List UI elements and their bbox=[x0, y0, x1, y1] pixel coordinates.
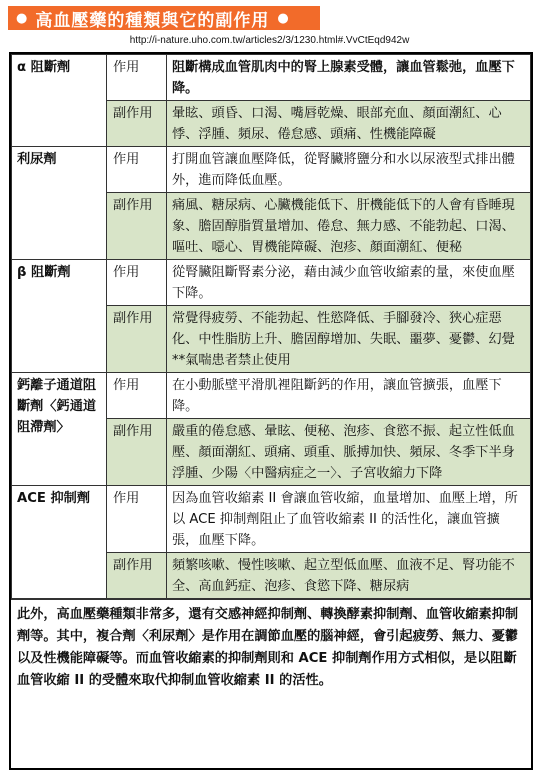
use-description: 因為血管收縮素 II 會讓血管收縮，血量增加、血壓上增，所以 ACE 抑制劑阻止了血管收縮素 II 的活性化，讓血管擴張，血壓下降。 bbox=[167, 486, 531, 553]
side-effects: 頻繁咳嗽、慢性咳嗽、起立型低血壓、血液不足、腎功能不全、高血鈣症、泡疹、食慾下降、糖尿病 bbox=[167, 553, 531, 599]
side-effects: 嚴重的倦怠感、暈眩、便秘、泡疹、食慾不振、起立性低血壓、顏面潮紅、頭痛、頭重、脈搏加快、頻尿、冬季下半身浮腫、少陽〈中醫病症之一〉、子宮收縮力下降 bbox=[167, 419, 531, 486]
drug-table-container bbox=[9, 52, 533, 770]
side-effects: 痛風、糖尿病、心臟機能低下、肝機能低下的人會有昏睡現象、膽固醇脂質量增加、倦怠、無力感、不能勃起、口渴、嘔吐、噁心、胃機能障礙、泡疹、顏面潮紅、便秘 bbox=[167, 193, 531, 260]
use-description: 從腎臟阻斷腎素分泌，藉由減少血管收縮素的量，來使血壓下降。 bbox=[167, 260, 531, 306]
source-url[interactable]: http://i-nature.uho.com.tw/articles2/3/1230.html#.VvCtEqd942w bbox=[129, 35, 410, 46]
use-label: 作用 bbox=[107, 486, 167, 553]
summary-note: 此外，高血壓藥種類非常多，還有交感神經抑制劑、轉換酵素抑制劑、血管收縮素抑制劑等。其中，複合劑〈利尿劑〉是作用在調節血壓的腦神經，會引起疲勞、無力、憂鬱以及性機能障礙等。而血管收縮素的抑制劑則和 ACE 抑制劑作用方式相似，是以阻斷血管收縮 II 的受體來取代抑制血管收縮素 II 的活性。 bbox=[11, 599, 531, 692]
drug-name: ACE 抑制劑 bbox=[12, 486, 107, 599]
drug-name: 利尿劑 bbox=[12, 147, 107, 260]
side-effects-cell bbox=[167, 306, 531, 373]
page-title: 高血壓藥的種類與它的副作用 bbox=[35, 10, 270, 31]
side-label: 副作用 bbox=[107, 306, 167, 373]
bullet-icon: ● bbox=[16, 10, 28, 26]
use-description: 在小動脈壁平滑肌裡阻斷鈣的作用，讓血管擴張，血壓下降。 bbox=[167, 373, 531, 419]
drug-name: α 阻斷劑 bbox=[12, 55, 107, 147]
drug-name: 鈣離子通道阻斷劑〈鈣通道阻滯劑〉 bbox=[12, 373, 107, 486]
side-label: 副作用 bbox=[107, 419, 167, 486]
drug-table bbox=[11, 54, 531, 599]
side-label: 副作用 bbox=[107, 553, 167, 599]
use-label: 作用 bbox=[107, 55, 167, 101]
table-row bbox=[12, 260, 531, 306]
use-label: 作用 bbox=[107, 260, 167, 306]
table-row bbox=[12, 486, 531, 553]
drug-name: β 阻斷劑 bbox=[12, 260, 107, 373]
warning-note: **氣喘患者禁止使用 bbox=[172, 353, 291, 368]
side-effects: 暈眩、頭昏、口渴、嘴唇乾燥、眼部充血、顏面潮紅、心悸、浮腫、頻尿、倦怠感、頭痛、性機能障礙 bbox=[167, 101, 531, 147]
use-description: 打開血管讓血壓降低，從腎臟將鹽分和水以尿液型式排出體外，進而降低血壓。 bbox=[167, 147, 531, 193]
bullet-icon-end: ● bbox=[277, 10, 289, 26]
title-banner bbox=[8, 6, 320, 30]
use-label: 作用 bbox=[107, 373, 167, 419]
use-label: 作用 bbox=[107, 147, 167, 193]
side-label: 副作用 bbox=[107, 101, 167, 147]
use-description: 阻斷構成血管肌肉中的腎上腺素受體，讓血管鬆弛，血壓下降。 bbox=[167, 55, 531, 101]
side-label: 副作用 bbox=[107, 193, 167, 260]
table-row bbox=[12, 373, 531, 419]
table-row bbox=[12, 147, 531, 193]
side-effects: 常覺得疲勞、不能勃起、性慾降低、手腳發冷、狹心症惡化、中性脂肪上升、膽固醇增加、失眠、噩夢、憂鬱、幻覺 bbox=[172, 311, 515, 347]
table-row bbox=[12, 55, 531, 101]
